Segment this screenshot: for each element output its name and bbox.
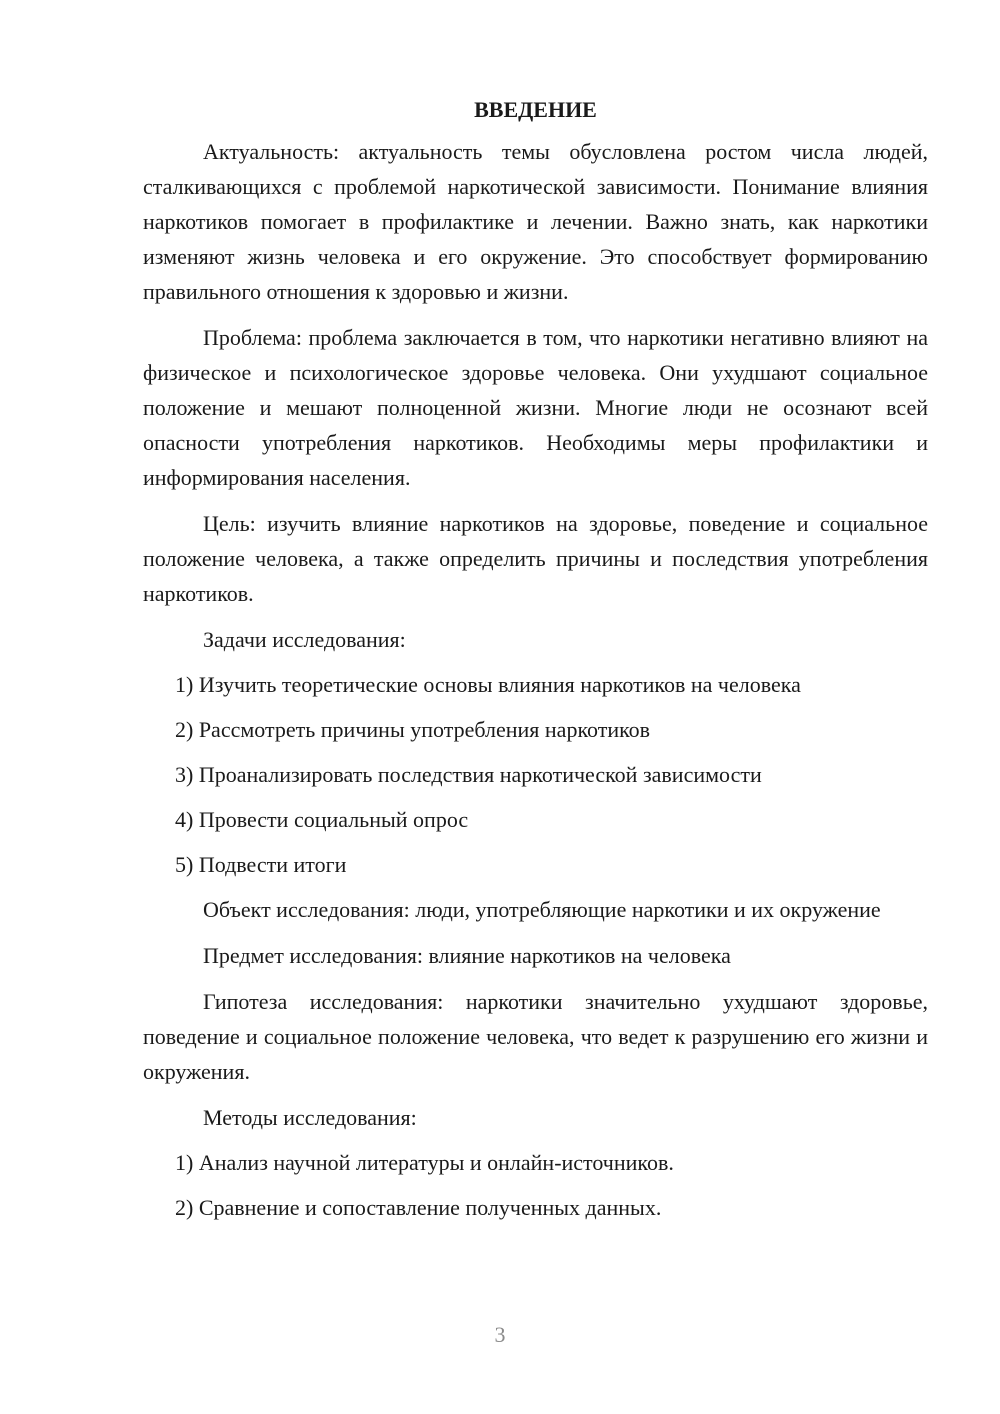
- task-item: 2) Рассмотреть причины употребления наркотиков: [175, 717, 651, 742]
- tasks-list: [143, 667, 928, 882]
- subject-paragraph: Предмет исследования: влияние наркотиков на человека: [203, 943, 731, 968]
- task-item: 4) Провести социальный опрос: [175, 807, 469, 832]
- relevance-paragraph: Актуальность: актуальность темы обусловлена ростом числа людей, сталкивающихся с проблемой наркотической зависимости. Понимание влияния наркотиков помогает в профилактике и лечении. Важно знать, как наркотики изменяют жизнь человека и его окружение. Это способствует формированию правильного отношения к здоровью и жизни.: [143, 139, 928, 304]
- section-title: ВВЕДЕНИЕ: [474, 97, 597, 122]
- hypothesis-paragraph: Гипотеза исследования: наркотики значительно ухудшают здоровье, поведение и социальное положение человека, что ведет к разрушению его жизни и окружения.: [143, 989, 928, 1084]
- goal-paragraph: Цель: изучить влияние наркотиков на здоровье, поведение и социальное положение человека, а также определить причины и последствия употребления наркотиков.: [143, 511, 928, 606]
- task-item: 5) Подвести итоги: [175, 852, 347, 877]
- method-item: 2) Сравнение и сопоставление полученных данных.: [175, 1195, 662, 1220]
- method-item: 1) Анализ научной литературы и онлайн-источников.: [175, 1150, 674, 1175]
- tasks-heading: Задачи исследования:: [203, 627, 406, 652]
- object-paragraph: Объект исследования: люди, употребляющие наркотики и их окружение: [203, 897, 881, 922]
- methods-heading: Методы исследования:: [203, 1105, 417, 1130]
- methods-list: [143, 1145, 928, 1225]
- problem-paragraph: Проблема: проблема заключается в том, что наркотики негативно влияют на физическое и психологическое здоровье человека. Они ухудшают социальное положение и мешают полноценной жизни. Многие люди не осознают всей опасности употребления наркотиков. Необходимы меры профилактики и информирования населения.: [143, 325, 928, 490]
- task-item: 1) Изучить теоретические основы влияния наркотиков на человека: [175, 672, 801, 697]
- document-page: [143, 92, 928, 1235]
- task-item: 3) Проанализировать последствия наркотической зависимости: [175, 762, 762, 787]
- page-number: 3: [494, 1322, 506, 1347]
